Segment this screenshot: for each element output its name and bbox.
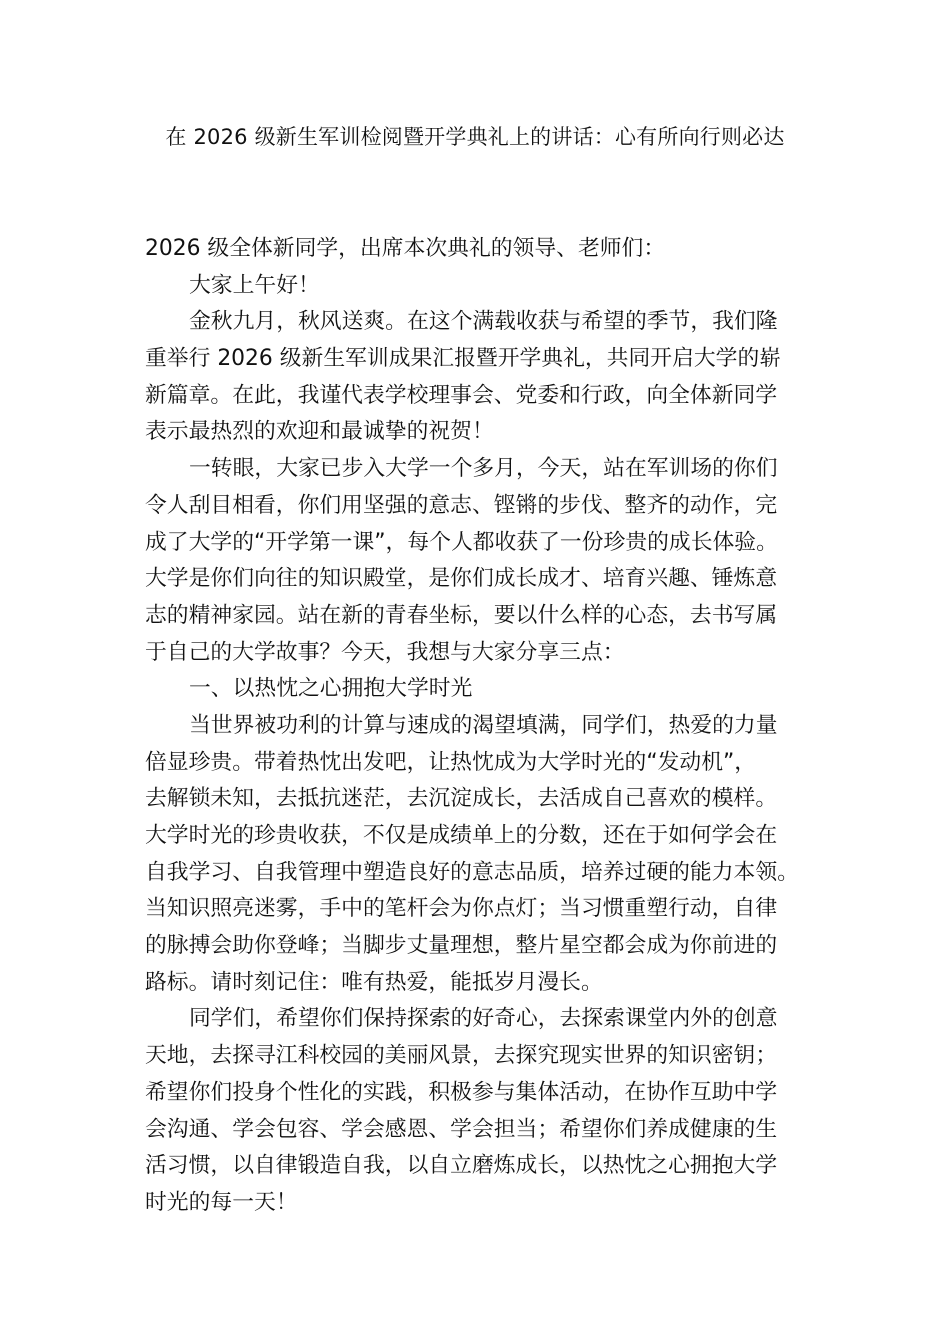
text-line: 当世界被功利的计算与速成的渴望填满，同学们，热爱的力量: [189, 712, 778, 738]
text-line: 大学是你们向往的知识殿堂，是你们成长成才、培育兴趣、锤炼意: [145, 566, 778, 592]
text-line: 令人刮目相看，你们用坚强的意志、铿锵的步伐、整齐的动作，完: [145, 492, 778, 518]
text-line: 一、以热忱之心拥抱大学时光: [189, 676, 473, 702]
text-line: 新篇章。在此，我谨代表学校理事会、党委和行政，向全体新同学: [145, 382, 778, 408]
text-line: 志的精神家园。站在新的青春坐标，要以什么样的心态，去书写属: [145, 602, 778, 628]
text-line: 于自己的大学故事？今天，我想与大家分享三点：: [145, 639, 625, 665]
text-line: 表示最热烈的欢迎和最诚挚的祝贺！: [145, 419, 494, 445]
text-line: 大学时光的珍贵收获，不仅是成绩单上的分数，还在于如何学会在: [145, 823, 778, 848]
text-line: 路标。请时刻记住：唯有热爱，能抵岁月漫长。: [145, 969, 603, 995]
text-line: 会沟通、学会包容、学会感恩、学会担当；希望你们养成健康的生: [145, 1116, 778, 1142]
text-line: 重举行 2026 级新生军训成果汇报暨开学典礼，共同开启大学的崭: [145, 346, 782, 372]
text-line: 当知识照亮迷雾，手中的笔杆会为你点灯；当习惯重塑行动，自律: [145, 896, 778, 922]
document-title: 在 2026 级新生军训检阅暨开学典礼上的讲话：心有所向行则必达: [165, 125, 785, 149]
text-line: 2026 级全体新同学，出席本次典礼的领导、老师们：: [145, 236, 666, 261]
text-line: 倍显珍贵。带着热忱出发吧，让热忱成为大学时光的“发动机”，: [145, 749, 757, 775]
text-line: 一转眼，大家已步入大学一个多月，今天，站在军训场的你们: [189, 456, 778, 482]
text-line: 时光的每一天！: [145, 1189, 298, 1215]
text-line: 大家上午好！: [189, 272, 320, 298]
text-line: 去解锁未知，去抵抗迷茫，去沉淀成长，去活成自己喜欢的模样。: [145, 786, 778, 812]
text-line: 同学们，希望你们保持探索的好奇心，去探索课堂内外的创意: [189, 1006, 778, 1032]
text-line: 自我学习、自我管理中塑造良好的意志品质，培养过硬的能力本领。: [145, 859, 799, 885]
text-line: 的脉搏会助你登峰；当脚步丈量理想，整片星空都会成为你前进的: [145, 933, 778, 959]
text-line: 希望你们投身个性化的实践，积极参与集体活动，在协作互助中学: [145, 1079, 778, 1105]
text-line: 成了大学的“开学第一课”，每个人都收获了一份珍贵的成长体验。: [145, 529, 778, 555]
text-line: 天地，去探寻江科校园的美丽风景，去探究现实世界的知识密钥；: [145, 1043, 778, 1069]
document-body: [145, 231, 820, 1222]
text-line: 金秋九月，秋风送爽。在这个满载收获与希望的季节，我们隆: [189, 309, 778, 335]
text-line: 活习惯，以自律锻造自我，以自立磨炼成长，以热忱之心拥抱大学: [145, 1153, 778, 1179]
